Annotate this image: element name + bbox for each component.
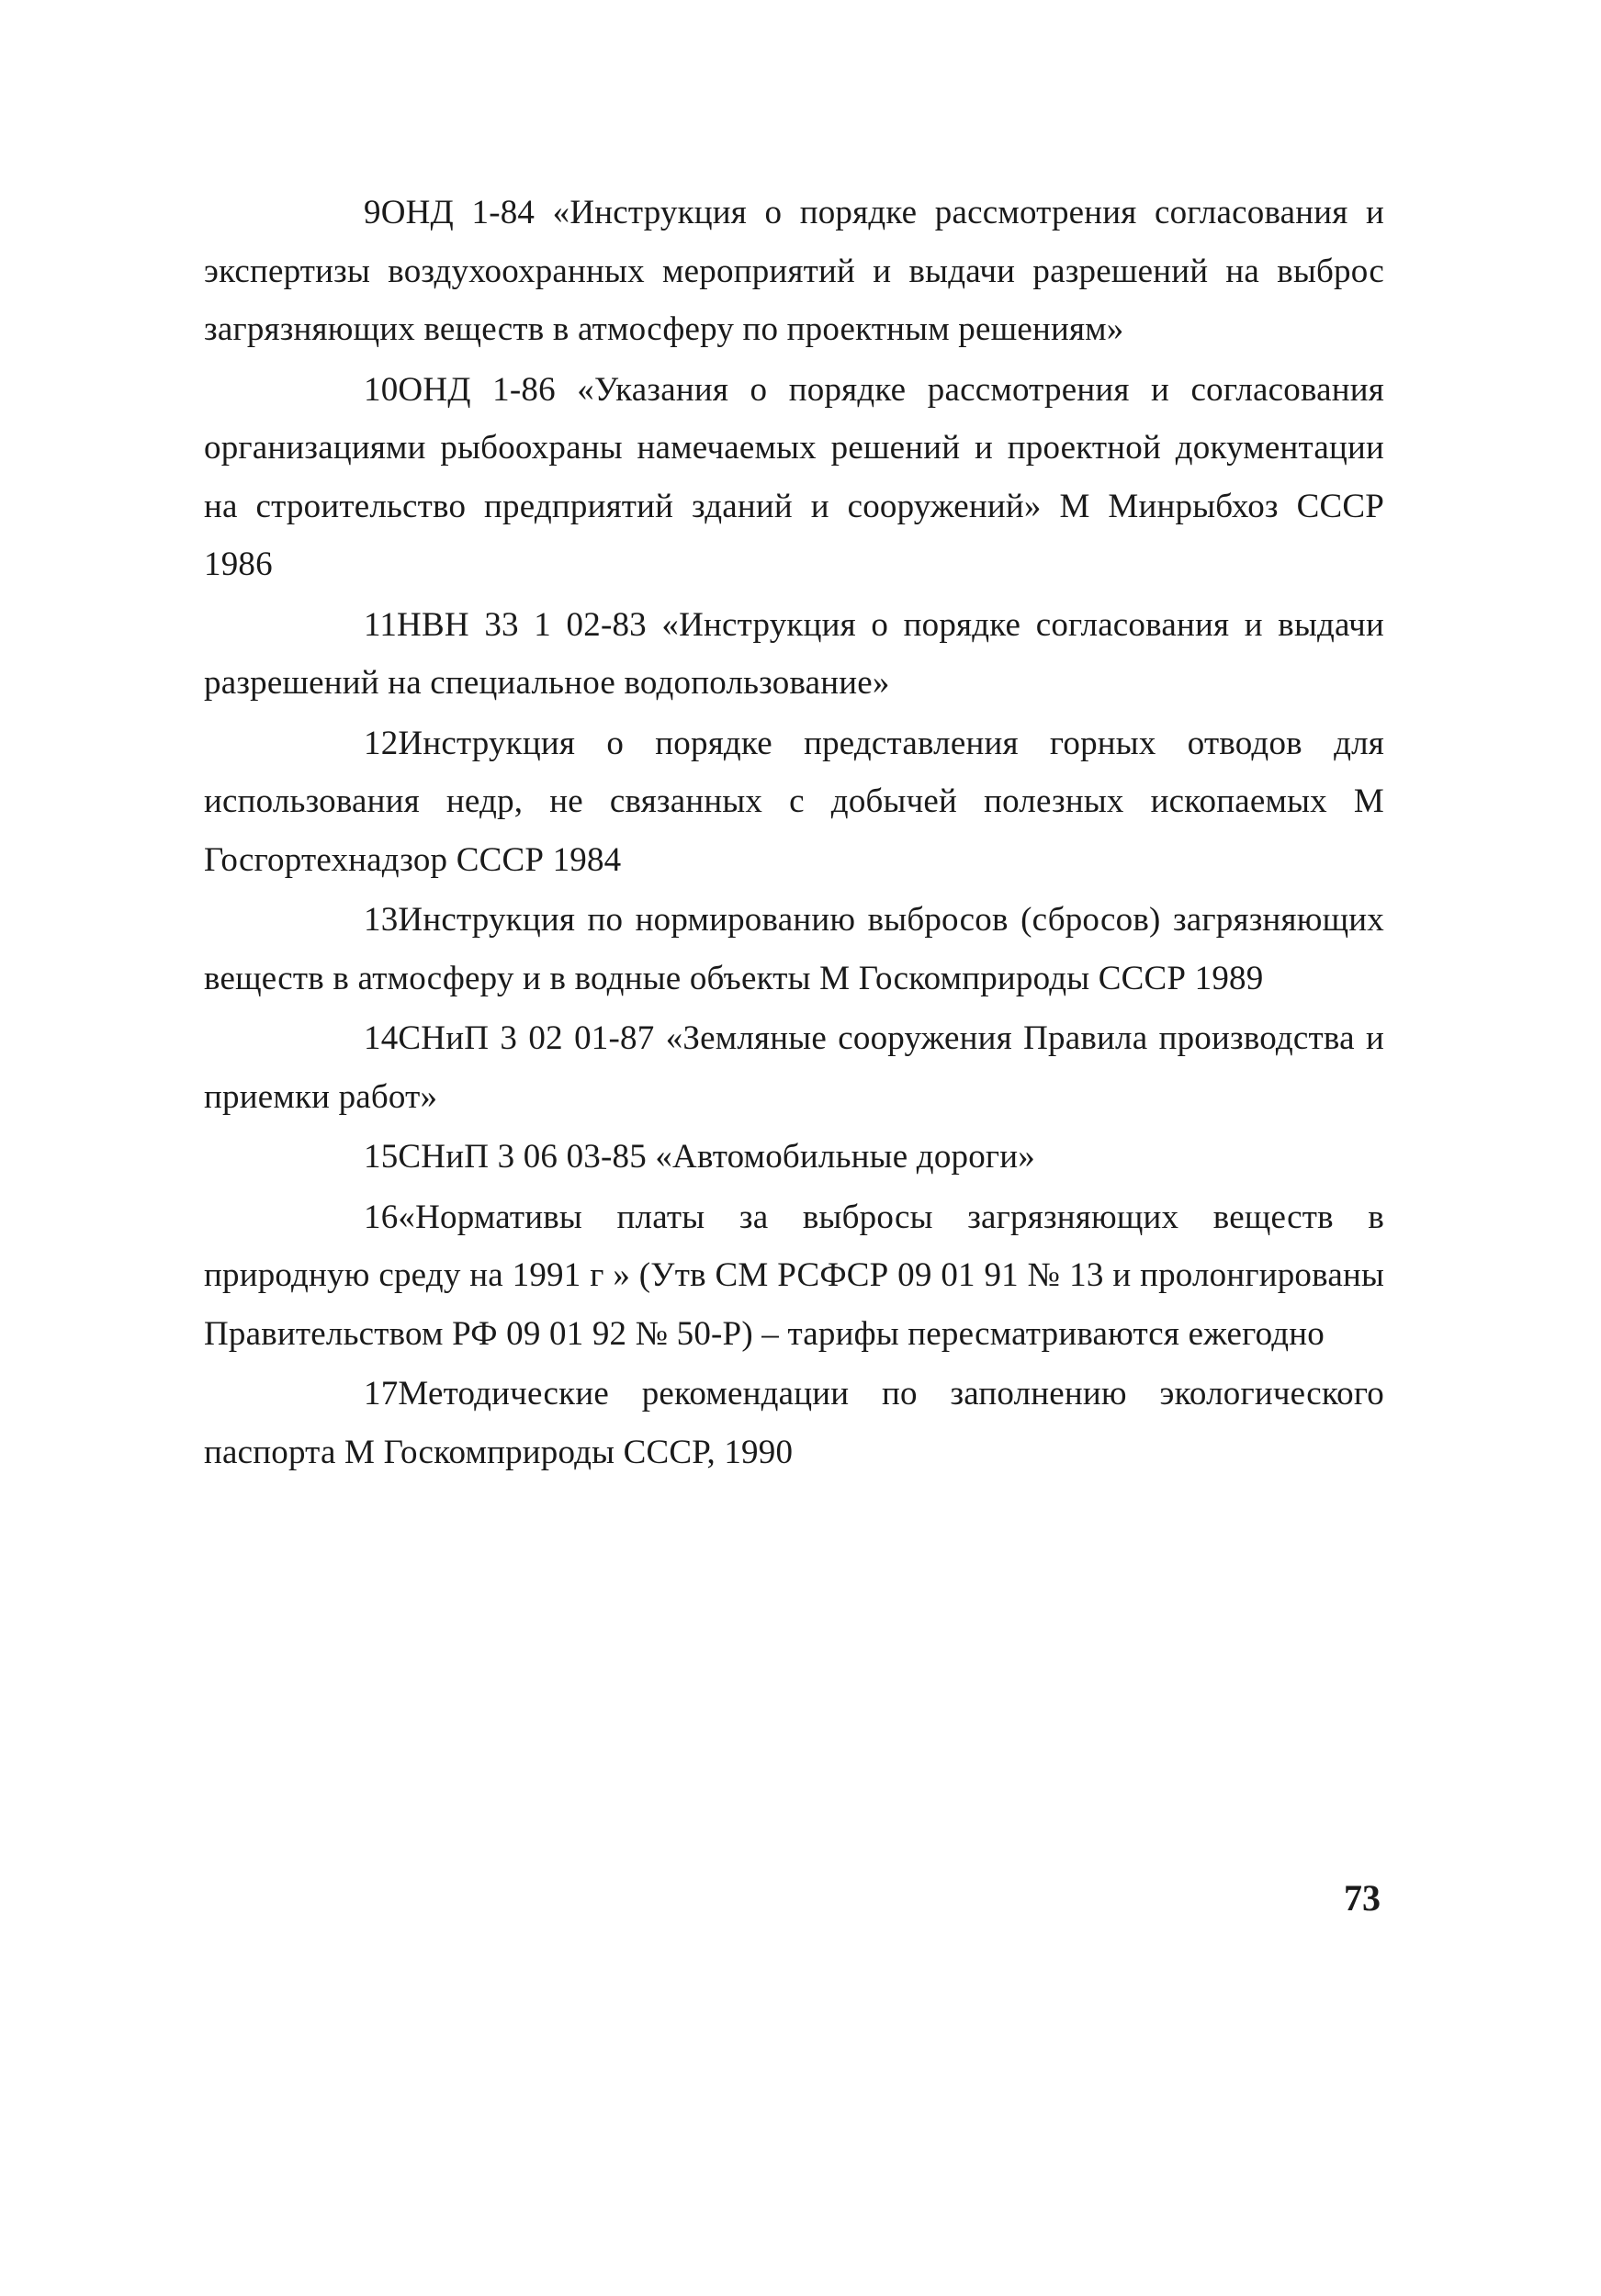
reference-text: ОНД 1-84 «Инструкция о порядке рассмотрения согласования и экспертизы воздухоохранных мероприятий и выдачи разрешений на выброс загрязняющих веществ в атмосферу по проектным решениям» (204, 194, 1384, 348)
reference-number: 9 (364, 194, 381, 231)
reference-item-10 (204, 361, 1384, 594)
reference-number: 15 (364, 1138, 399, 1176)
reference-item-9 (204, 184, 1384, 359)
reference-number: 10 (364, 370, 399, 409)
reference-item-11 (204, 596, 1384, 713)
reference-list (204, 184, 1384, 1483)
reference-text: Инструкция о порядке представления горных отводов для использования недр, не связанных с добычей полезных ископаемых М Госгортехнадзор СССР 1984 (204, 724, 1384, 879)
reference-item-14 (204, 1009, 1384, 1126)
reference-number: 11 (364, 605, 398, 644)
reference-number: 16 (364, 1198, 399, 1236)
reference-item-15 (204, 1128, 1384, 1187)
reference-text: СНиП 3 06 03-85 «Автомобильные дороги» (398, 1138, 1036, 1176)
reference-item-12 (204, 715, 1384, 890)
reference-number: 17 (364, 1375, 399, 1412)
reference-text: ОНД 1-86 «Указания о порядке рассмотрения и согласования организациями рыбоохраны намечаемых решений и проектной документации на строительство предприятий зданий и сооружений» М Минрыбхоз СССР 1986 (204, 370, 1384, 583)
reference-item-17 (204, 1365, 1384, 1481)
reference-text: «Нормативы платы за выбросы загрязняющих веществ в природную среду на 1991 г » (Утв СМ РСФСР 09 01 91 № 13 и пролонгированы Правительством РФ 09 01 92 № 50-Р) – тарифы пересматриваются ежегодно (204, 1198, 1384, 1353)
reference-text: Инструкция по нормированию выбросов (сбросов) загрязняющих веществ в атмосферу и в водные объекты М Госкомприроды СССР 1989 (204, 901, 1384, 997)
reference-number: 13 (364, 901, 399, 939)
reference-item-13 (204, 891, 1384, 1007)
reference-text: НВН 33 1 02-83 «Инструкция о порядке согласования и выдачи разрешений на специальное водопользование» (204, 605, 1384, 702)
page-number: 73 (1344, 1877, 1381, 1919)
reference-number: 14 (364, 1019, 399, 1057)
reference-text: СНиП 3 02 01-87 «Земляные сооружения Правила производства и приемки работ» (204, 1019, 1384, 1116)
reference-text: Методические рекомендации по заполнению экологического паспорта М Госкомприроды СССР, 1990 (204, 1375, 1384, 1471)
reference-item-16 (204, 1188, 1384, 1364)
reference-number: 12 (364, 724, 399, 762)
